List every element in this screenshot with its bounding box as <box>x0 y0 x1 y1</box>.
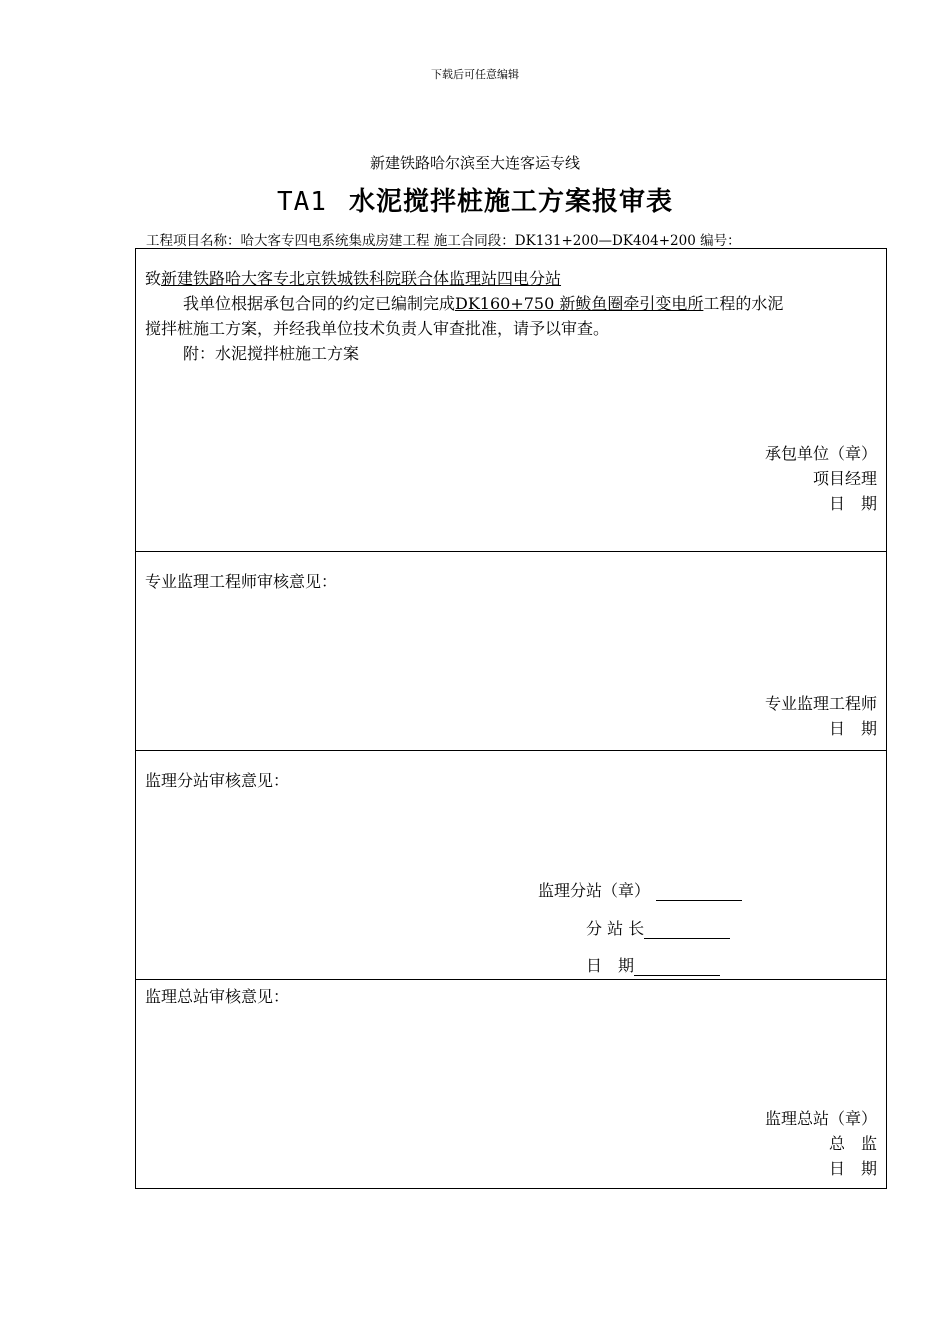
substation-head-label: 分 站 长 <box>586 919 645 938</box>
engineer-review-section <box>136 551 886 750</box>
substation-seal-blank <box>656 882 742 901</box>
chief-supervisor-label: 总 监 <box>828 1134 877 1153</box>
engineer-signature-label: 专业监理工程师 <box>764 694 877 713</box>
document-title <box>0 181 950 218</box>
contractor-date-label: 日 期 <box>828 494 877 513</box>
substation-date-label: 日 期 <box>586 956 635 975</box>
document-subtitle: 新建铁路哈尔滨至大连客运专线 <box>369 154 580 172</box>
substation-seal-line <box>538 878 742 901</box>
engineer-date-label: 日 期 <box>828 719 877 738</box>
form-title-text: 水泥搅拌桩施工方案报审表 <box>348 187 673 217</box>
substation-seal-label: 监理分站（章） <box>538 881 651 900</box>
substation-date-line <box>586 953 720 976</box>
recipient-prefix: 致 <box>145 269 162 288</box>
form-code: TA1 <box>277 187 327 217</box>
substation-review-section <box>136 750 886 979</box>
main-station-review-heading: 监理总站审核意见： <box>145 987 290 1006</box>
main-station-date-label: 日 期 <box>828 1159 877 1178</box>
substation-head-line <box>586 916 730 939</box>
recipient-line <box>145 266 561 289</box>
substation-head-blank <box>644 920 730 939</box>
project-info-line: 工程项目名称：哈大客专四电系统集成房建工程 施工合同段：DK131+200—DK404+200 编号： <box>146 233 741 249</box>
review-form-table <box>135 248 887 1189</box>
header-note: 下载后可任意编辑 <box>431 68 519 81</box>
submission-body-line1 <box>183 291 783 314</box>
substation-date-blank <box>634 957 720 976</box>
contractor-seal-label: 承包单位（章） <box>764 444 877 463</box>
recipient-name: 新建铁路哈大客专北京铁城铁科院联合体监理站四电分站 <box>161 269 562 288</box>
attachment-line: 附：水泥搅拌桩施工方案 <box>183 344 360 363</box>
project-manager-label: 项目经理 <box>812 469 877 488</box>
body-project-name: DK160+750 新鲅鱼圈牵引变电所 <box>455 294 704 313</box>
body-prefix: 我单位根据承包合同的约定已编制完成 <box>183 294 456 313</box>
engineer-review-heading: 专业监理工程师审核意见： <box>145 572 338 591</box>
main-station-seal-label: 监理总站（章） <box>764 1109 877 1128</box>
main-station-review-section <box>136 979 886 1190</box>
substation-review-heading: 监理分站审核意见： <box>145 771 290 790</box>
contractor-submission-section <box>136 249 886 551</box>
submission-body-line2: 搅拌桩施工方案，并经我单位技术负责人审查批准，请予以审查。 <box>145 319 610 338</box>
body-suffix: 工程的水泥 <box>703 294 784 313</box>
